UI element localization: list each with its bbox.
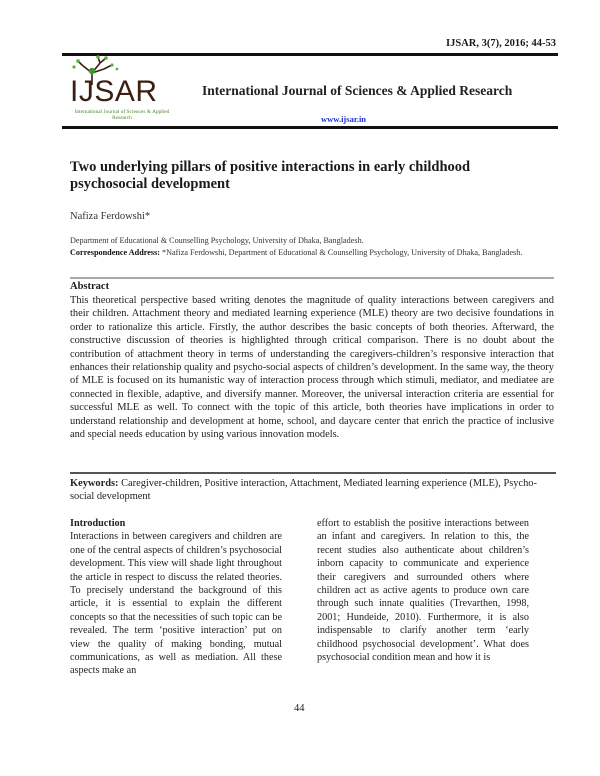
introduction-text-right: effort to establish the positive interactions between an infant and caregivers. In relation to this, the recent studies also authenticate about children’s inborn capacity to communicate and experience their caregivers and surrounded others where children act as active agents to produce own care through such innate qualities (Trevarthen, 1998, 2001; Hundeide, 2010). Furthermore, it is also indispensable to clarify another term ‘early childhood psychosocial development’. What does psychosocial condition mean and how it is (317, 518, 529, 664)
journal-name: International Journal of Sciences & Applied Research (202, 83, 513, 98)
logo-subtitle: International Journal of Sciences & Applied Research (74, 109, 170, 121)
abstract-text: This theoretical perspective based writing denotes the magnitude of quality interactions between caregivers and their children. Attachment theory and mediated learning experience (MLE) theory are two decisive foundations in order to rationalize this article. Firstly, the author describes the basic concepts of both theories. Afterward, the constructive discussion of theories is highlighted through critical comparison. There is no doubt about the contribution of attachment theory in terms of understanding the caregivers-children’s responsive interaction that enhances their relationship quality and psycho-social aspects of children’s development. In the same way, the theory of MLE is focused on its humanistic way of interaction process through which stimuli, mediator, and mediatee are connected in flexible, adaptive, and diversify manner. Moreover, the universal interaction criteria are essential for successful MLE as well. To connect with the topic of this article, both theories have implications in order to understand relationship and development at home, school, and daycare center that enrich the practice of inclusive and special needs education by using various innovation models. (70, 295, 554, 441)
running-head: IJSAR, 3(7), 2016; 44-53 (446, 38, 556, 49)
article-title: Two underlying pillars of positive interactions in early childhood psychosocial development (70, 159, 471, 192)
keywords (70, 477, 554, 504)
introduction-heading: Introduction (70, 518, 126, 529)
logo-wordmark: IJSAR (70, 75, 158, 108)
introduction-text-left: Interactions in between caregivers and children are one of the central aspects of children’s psychosocial development. This view will shade light throughout the article in respect to discuss the related theories. To precisely understand the background of this article, it is essential to explain the different concepts so that the necessities of such topic can be revealed. The term ‘positive interaction’ put on view the quality of making bonding, mutual communications, as well as mediation. All these aspects make an (70, 531, 282, 677)
journal-url-link[interactable]: www.ijsar.in (321, 114, 367, 124)
journal-logo (64, 57, 179, 125)
abstract-rule (70, 277, 554, 279)
header-top-rule (62, 53, 558, 56)
correspondence-label: Correspondence Address: (70, 247, 160, 257)
abstract-heading: Abstract (70, 281, 110, 292)
affiliation-block (70, 235, 552, 258)
page-number: 44 (294, 703, 305, 714)
keywords-text: Caregiver-children, Positive interaction, Attachment, Mediated learning experience (MLE), Psycho-social development (70, 478, 537, 503)
body-column-left (70, 517, 282, 678)
header-bottom-rule (62, 126, 558, 129)
correspondence (70, 247, 552, 259)
keywords-label: Keywords: (70, 478, 119, 489)
author-name: Nafiza Ferdowshi* (70, 211, 151, 222)
affiliation: Department of Educational & Counselling Psychology, University of Dhaka, Bangladesh. (70, 236, 364, 245)
body-column-right (317, 517, 529, 664)
correspondence-text: *Nafiza Ferdowshi, Department of Educational & Counselling Psychology, University of Dhaka, Bangladesh. (160, 247, 523, 257)
keywords-rule (70, 472, 556, 474)
